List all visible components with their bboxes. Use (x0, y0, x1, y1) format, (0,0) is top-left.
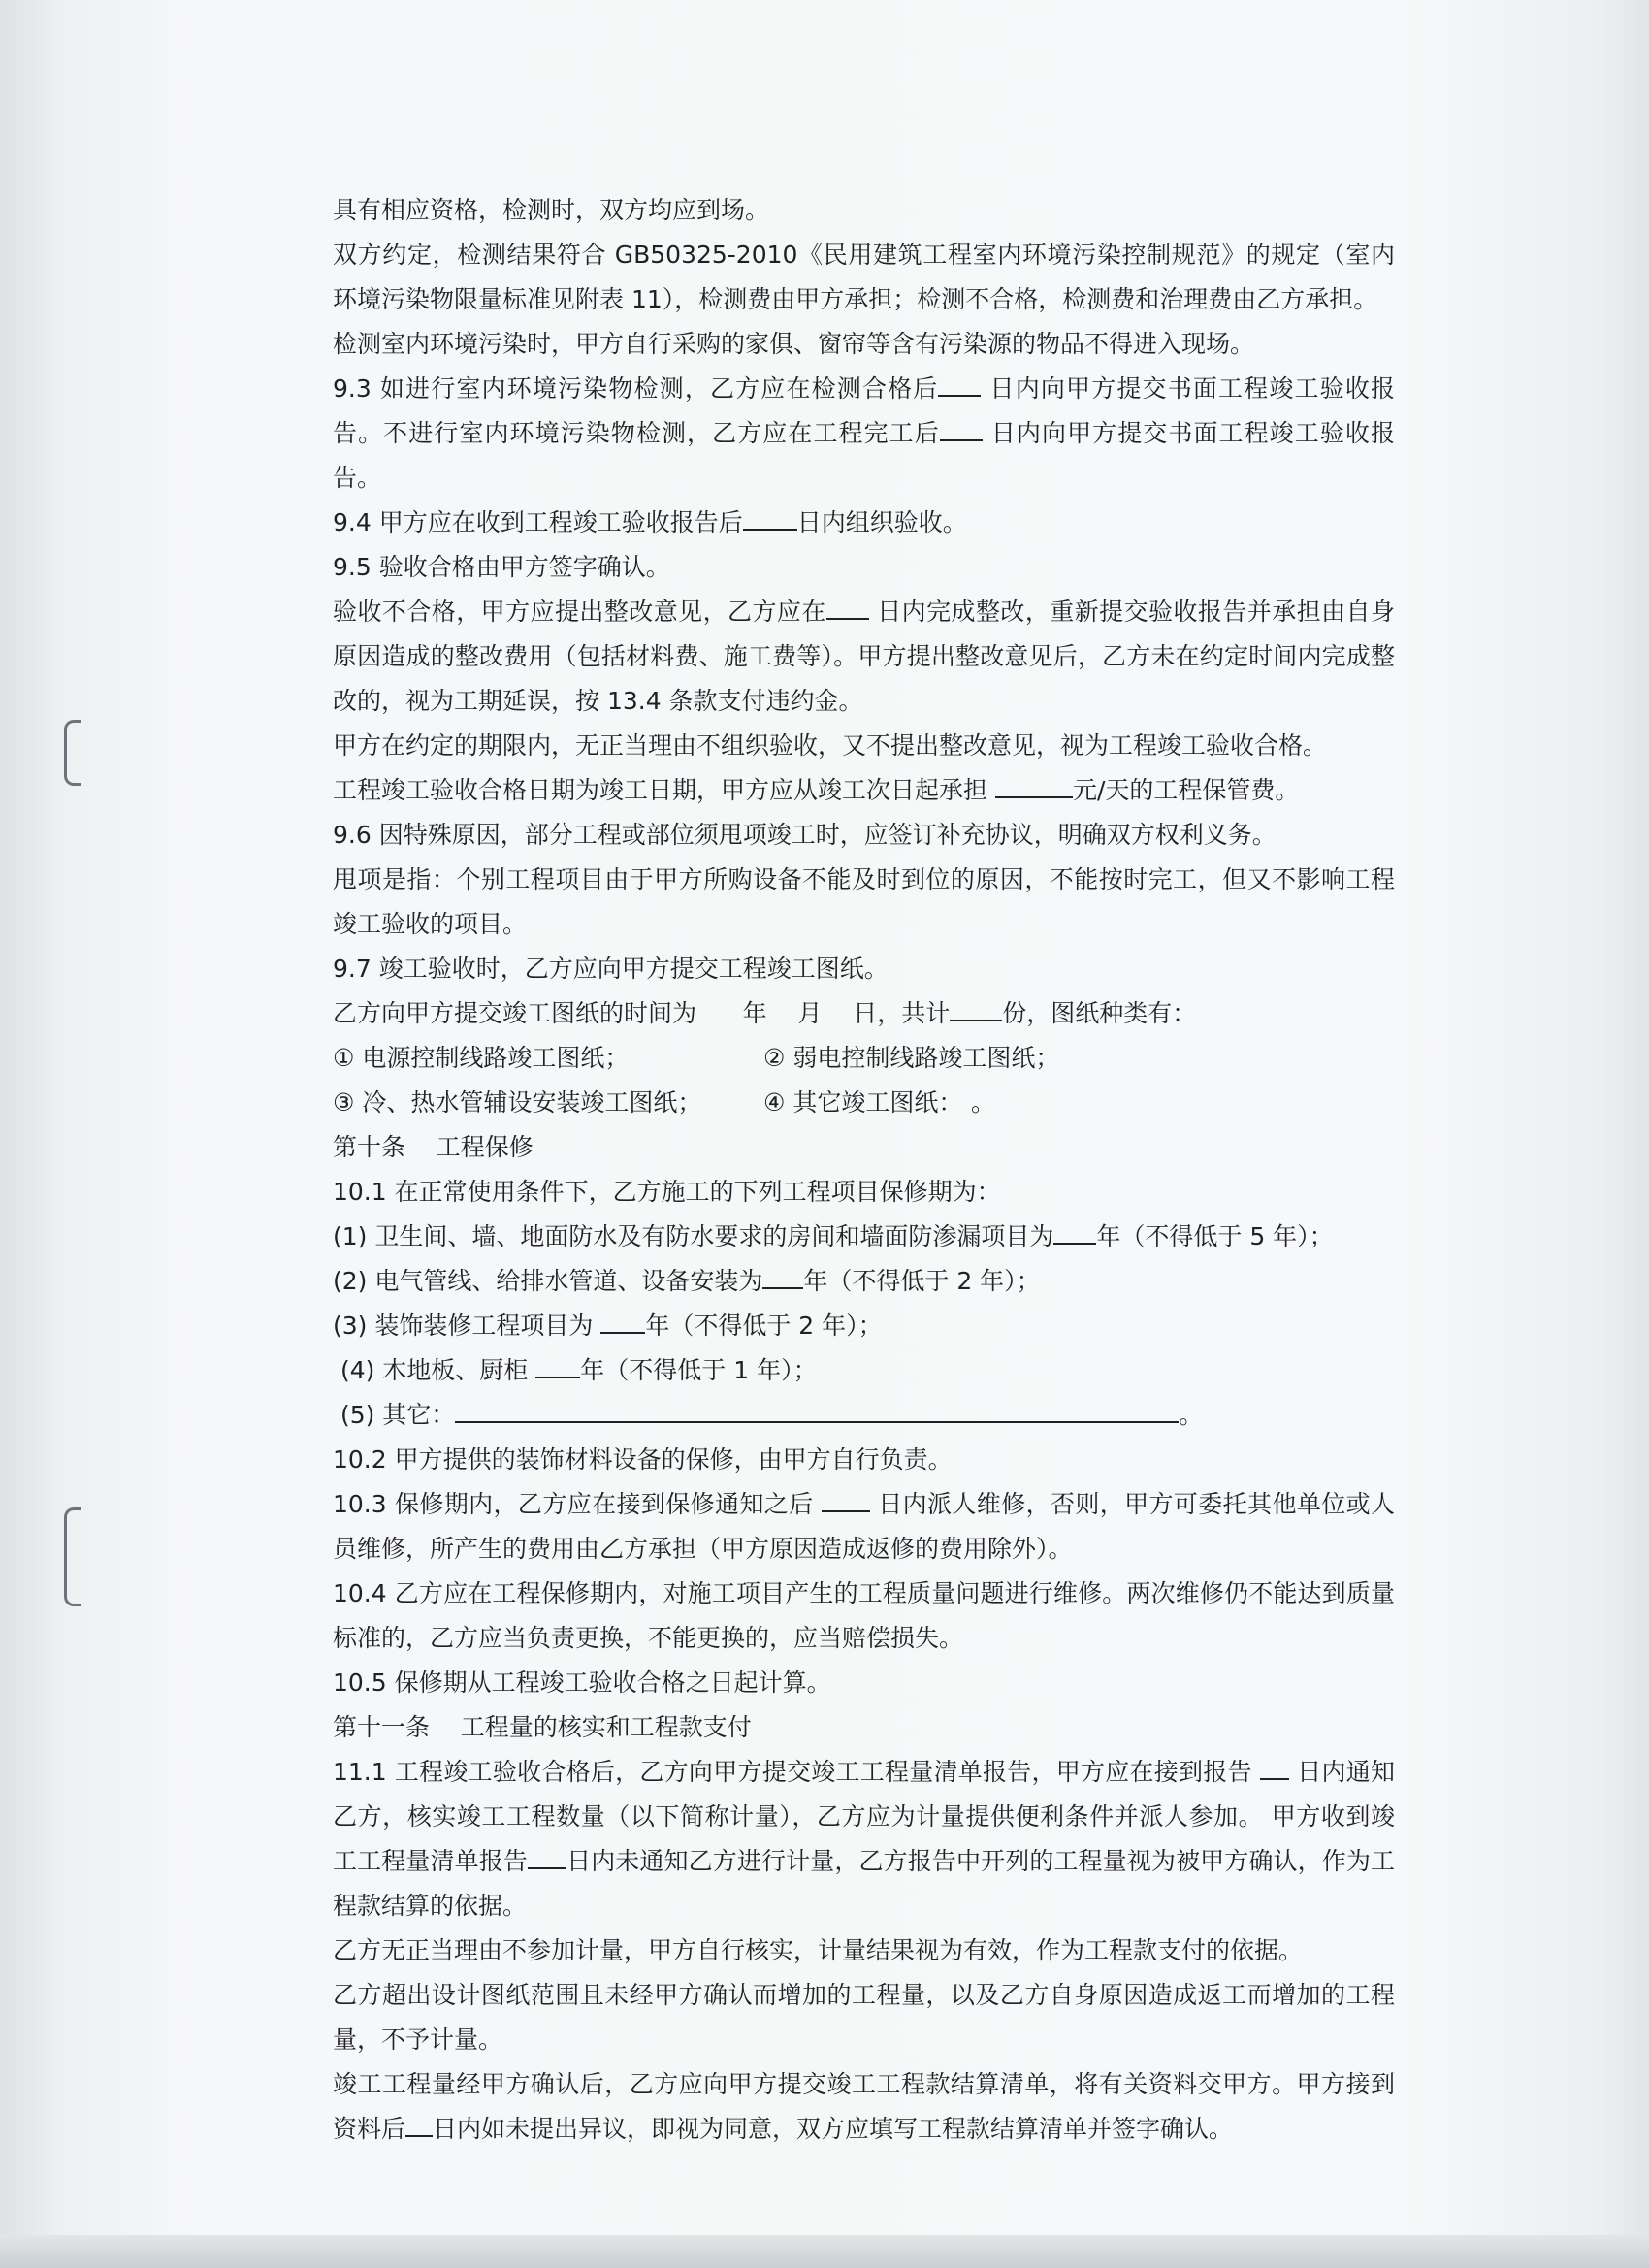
blank-field[interactable] (940, 416, 983, 441)
article-11-heading: 第十一条 工程量的核实和工程款支付 (333, 1713, 752, 1741)
blank-field[interactable] (1260, 1755, 1289, 1780)
blank-field[interactable] (535, 1353, 580, 1378)
document-body (333, 188, 1395, 2152)
para-testing-agreement: 双方约定，检测结果符合 GB50325-2010《民用建筑工程室内环境污染控制规范》的规定（室内环境污染物限量标准见附表 11），检测费由甲方承担；检测不合格，检测费和治理费由乙方承担。 (333, 241, 1395, 313)
para-furniture-rule: 检测室内环境污染时，甲方自行采购的家俱、窗帘等含有污染源的物品不得进入现场。 (333, 330, 1255, 358)
para-qualification: 具有相应资格，检测时，双方均应到场。 (333, 196, 770, 224)
blank-field[interactable] (1053, 1219, 1096, 1245)
warranty-item-5: (5) 其它： 。 (333, 1393, 1395, 1438)
blank-field[interactable] (995, 773, 1073, 798)
clause-9-3: 9.3 如进行室内环境污染物检测，乙方应在检测合格后 日内向甲方提交书面工程竣工验收报告。不进行室内环境污染物检测，乙方应在工程完工后 日内向甲方提交书面工程竣工验收报告。 (333, 367, 1395, 501)
clause-10-3: 10.3 保修期内，乙方应在接到保修通知之后 日内派人维修，否则，甲方可委托其他单位或人员维修，所产生的费用由乙方承担（甲方原因造成返修的费用除外）。 (333, 1482, 1395, 1571)
drawing-types-row-1: ① 电源控制线路竣工图纸； ② 弱电控制线路竣工图纸； (333, 1044, 1060, 1072)
blank-field[interactable] (822, 1487, 870, 1512)
clause-9-5: 9.5 验收合格由甲方签字确认。 (333, 553, 670, 581)
blank-field[interactable] (762, 1264, 803, 1289)
warranty-item-3: (3) 装饰装修工程项目为 年（不得低于 2 年）； (333, 1304, 1395, 1348)
staple-mark-upper (64, 720, 81, 786)
warranty-item-2: (2) 电气管线、给排水管道、设备安装为 年（不得低于 2 年）； (333, 1259, 1395, 1304)
blank-field[interactable] (826, 595, 869, 620)
para-custody-fee: 工程竣工验收合格日期为竣工日期，甲方应从竣工次日起承担 元/天的工程保管费。 (333, 768, 1395, 813)
staple-mark-lower (64, 1507, 81, 1606)
para-no-attendance: 乙方无正当理由不参加计量，甲方自行核实，计量结果视为有效，作为工程款支付的依据。 (333, 1936, 1304, 1964)
clause-9-7: 9.7 竣工验收时，乙方应向甲方提交工程竣工图纸。 (333, 955, 889, 983)
clause-11-1: 11.1 工程竣工验收合格后，乙方向甲方提交竣工工程量清单报告，甲方应在接到报告 日内通知乙方，核实竣工工程数量（以下简称计量），乙方应为计量提供便利条件并派人参加。 甲方收到竣工工程量清单报告 日内未通知乙方进行计量，乙方报告中开列的工程量视为被甲方确认，作为工程款结算的依据。 (333, 1750, 1395, 1928)
warranty-item-1: (1) 卫生间、墙、地面防水及有防水要求的房间和墙面防渗漏项目为 年（不得低于 5 年）； (333, 1215, 1395, 1259)
warranty-item-4: (4) 木地板、厨柜 年（不得低于 1 年）； (333, 1348, 1395, 1393)
article-10-heading: 第十条 工程保修 (333, 1133, 534, 1161)
clause-10-5: 10.5 保修期从工程竣工验收合格之日起计算。 (333, 1669, 831, 1697)
para-excess-quantity: 乙方超出设计图纸范围且未经甲方确认而增加的工程量，以及乙方自身原因造成返工而增加的工程量，不予计量。 (333, 1981, 1395, 2054)
clause-10-2: 10.2 甲方提供的装饰材料设备的保修，由甲方自行负责。 (333, 1445, 953, 1474)
scan-bottom-edge (0, 2235, 1649, 2268)
drawing-types-row-2: ③ 冷、热水管辅设安装竣工图纸； ④ 其它竣工图纸： 。 (333, 1088, 996, 1117)
para-drawing-submission: 乙方向甲方提交竣工图纸的时间为 年 月 日，共计 份，图纸种类有： (333, 991, 1395, 1036)
para-settlement: 竣工工程量经甲方确认后，乙方应向甲方提交竣工工程款结算清单，将有关资料交甲方。甲方接到资料后 日内如未提出异议，即视为同意，双方应填写工程款结算清单并签字确认。 (333, 2070, 1395, 2143)
blank-field[interactable] (950, 996, 1002, 1021)
para-deemed-accepted: 甲方在约定的期限内，无正当理由不组织验收，又不提出整改意见，视为工程竣工验收合格。 (333, 731, 1328, 760)
blank-field[interactable] (405, 2112, 433, 2137)
para-deferred-items: 甩项是指：个别工程项目由于甲方所购设备不能及时到位的原因，不能按时完工，但又不影响工程竣工验收的项目。 (333, 865, 1395, 938)
para-rectification: 验收不合格，甲方应提出整改意见，乙方应在 日内完成整改，重新提交验收报告并承担由自身原因造成的整改费用（包括材料费、施工费等）。甲方提出整改意见后，乙方未在约定时间内完成整改的，视为工期延误，按 13.4 条款支付违约金。 (333, 590, 1395, 724)
clause-10-4: 10.4 乙方应在工程保修期内，对施工项目产生的工程质量问题进行维修。两次维修仍不能达到质量标准的，乙方应当负责更换，不能更换的，应当赔偿损失。 (333, 1579, 1395, 1652)
blank-field[interactable] (528, 1844, 566, 1869)
blank-field[interactable] (743, 505, 797, 531)
clause-9-6: 9.6 因特殊原因，部分工程或部位须甩项竣工时，应签订补充协议，明确双方权利义务。 (333, 821, 1277, 849)
clause-9-4: 9.4 甲方应在收到工程竣工验收报告后 日内组织验收。 (333, 501, 1395, 545)
blank-field[interactable] (455, 1398, 1179, 1423)
blank-field[interactable] (600, 1309, 645, 1334)
blank-field[interactable] (938, 372, 981, 397)
clause-10-1: 10.1 在正常使用条件下，乙方施工的下列工程项目保修期为： (333, 1178, 1001, 1206)
